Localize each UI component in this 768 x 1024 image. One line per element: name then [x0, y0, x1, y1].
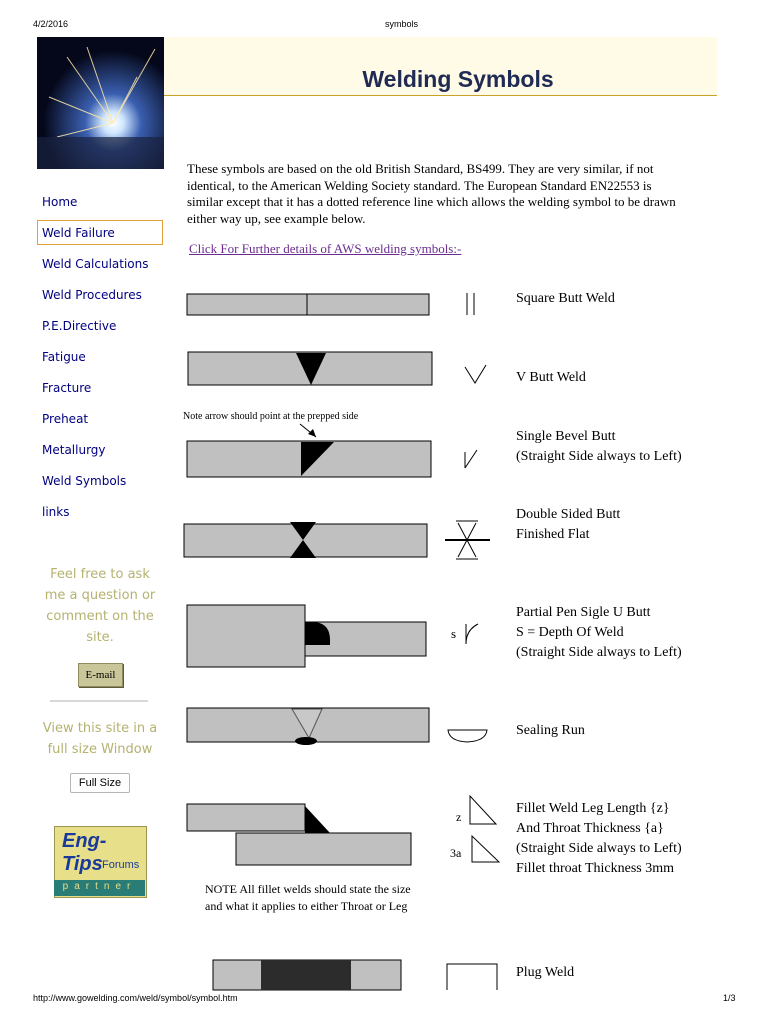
full-size-button[interactable]: Full Size	[70, 773, 130, 793]
fillet-a-mark: 3a	[450, 846, 462, 860]
nav-fracture[interactable]: Fracture	[42, 381, 92, 395]
fillet-note-line1: NOTE All fillet welds should state the size	[205, 882, 411, 896]
fillet-note	[205, 881, 411, 915]
double-sided-diagram	[184, 522, 427, 558]
label-partial-pen-depth: S = Depth Of Weld	[516, 625, 624, 640]
nav-pe-directive[interactable]: P.E.Directive	[42, 319, 117, 333]
nav-weld-failure[interactable]: Weld Failure	[42, 226, 115, 240]
full-size-window-text: View this site in a full size Window	[42, 721, 158, 757]
label-fillet-note: (Straight Side always to Left)	[516, 841, 682, 856]
email-button[interactable]: E-mail	[78, 663, 123, 687]
print-date: 4/2/2016	[33, 19, 69, 29]
sealing-run-symbol-icon	[448, 730, 487, 742]
label-fillet-3mm: Fillet throat Thickness 3mm	[516, 861, 675, 876]
ask-question-text: Feel free to ask me a question or comment on the site.	[44, 567, 156, 645]
aws-symbols-link[interactable]: Click For Further details of AWS welding symbols:-	[189, 241, 462, 256]
v-butt-diagram	[188, 352, 432, 385]
v-butt-symbol-icon	[465, 365, 486, 383]
square-butt-diagram	[187, 294, 429, 315]
sealing-run-diagram	[187, 708, 429, 745]
nav-home[interactable]: Home	[42, 195, 78, 209]
nav-preheat[interactable]: Preheat	[42, 412, 89, 426]
footer-url: http://www.gowelding.com/weld/symbol/symbol.htm	[33, 993, 238, 1003]
nav-metallurgy[interactable]: Metallurgy	[42, 443, 106, 457]
label-v-butt: V Butt Weld	[516, 370, 586, 385]
fillet-note-line2: and what it applies to either Throat or Leg	[205, 899, 408, 913]
label-fillet-throat: And Throat Thickness {a}	[516, 821, 664, 836]
label-double-sided: Double Sided Butt	[516, 507, 621, 522]
label-sealing-run: Sealing Run	[516, 723, 585, 738]
intro-paragraph: These symbols are based on the old British Standard, BS499. They are very similar, if not identical, to the American Welding Society standard. The European Standard EN22553 is similar except that it has a dotted reference line which allows the welding symbol to be drawn either way up, see example below.	[187, 161, 676, 226]
note-arrow-text: Note arrow should point at the prepped side	[183, 411, 359, 422]
nav-weld-procedures[interactable]: Weld Procedures	[42, 288, 142, 302]
eng-tips-logo-tag: partner	[62, 881, 137, 892]
fillet-diagram	[187, 804, 411, 865]
single-bevel-symbol-icon	[465, 450, 477, 468]
print-doc-title: symbols	[385, 19, 419, 29]
label-double-sided-note: Finished Flat	[516, 527, 590, 542]
eng-tips-logo-name: Eng-Tips	[62, 830, 107, 875]
fillet-z-mark: z	[456, 810, 462, 824]
nav-fatigue[interactable]: Fatigue	[42, 350, 86, 364]
square-butt-symbol-icon	[467, 293, 474, 315]
fillet-a-symbol-icon	[472, 836, 499, 862]
label-fillet: Fillet Weld Leg Length {z}	[516, 801, 670, 816]
fillet-z-symbol-icon	[470, 796, 496, 824]
label-square-butt: Square Butt Weld	[516, 291, 615, 306]
double-sided-symbol-icon	[445, 521, 490, 559]
plug-weld-symbol-icon	[447, 964, 497, 990]
label-plug-weld: Plug Weld	[516, 965, 575, 980]
label-partial-pen-note: (Straight Side always to Left)	[516, 645, 682, 660]
partial-pen-s-mark: s	[451, 626, 457, 641]
nav-weld-symbols[interactable]: Weld Symbols	[42, 474, 127, 488]
partial-pen-u-symbol-icon	[466, 624, 478, 644]
page-title: Welding Symbols	[362, 66, 554, 92]
label-partial-pen: Partial Pen Sigle U Butt	[516, 605, 651, 620]
label-single-bevel-note: (Straight Side always to Left)	[516, 449, 682, 464]
nav-weld-calculations[interactable]: Weld Calculations	[42, 257, 149, 271]
single-bevel-diagram	[187, 441, 431, 477]
nav-links[interactable]: links	[42, 505, 70, 519]
note-arrowhead	[308, 429, 316, 437]
footer-page-number: 1/3	[723, 993, 736, 1003]
eng-tips-logo-sub: Forums	[102, 859, 140, 871]
label-single-bevel: Single Bevel Butt	[516, 429, 616, 444]
plug-weld-diagram	[213, 960, 401, 990]
partial-pen-u-diagram	[187, 605, 426, 667]
